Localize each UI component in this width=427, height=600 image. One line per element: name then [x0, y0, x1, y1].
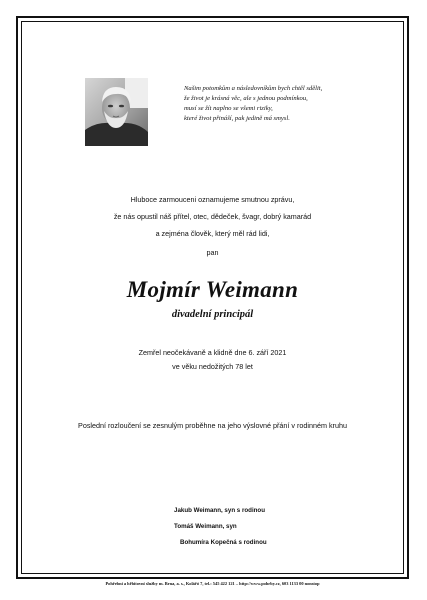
- salutation: pan: [206, 248, 219, 257]
- intro-line: a zejména člověk, který měl rád lidi,: [155, 229, 270, 238]
- quote-line: musí se žít naplno se všemi riziky,: [184, 105, 273, 112]
- mourner: Jakub Weimann, syn s rodinou: [174, 507, 265, 514]
- portrait-photo: [85, 78, 148, 146]
- quote-line: které život přináší, pak jedině má smysl.: [184, 115, 290, 122]
- quote-text: [184, 84, 394, 124]
- death-line: Zemřel neočekávaně a klidně dne 6. září 2021: [138, 348, 287, 357]
- death-line: ve věku nedožitých 78 let: [172, 362, 253, 371]
- announcement-intro: [21, 191, 404, 242]
- mourners-list: [168, 503, 267, 551]
- deceased-name: Mojmír Weimann: [126, 277, 299, 302]
- quote-line: Našim potomkům a následovníkům bych chtěl sdělit,: [184, 85, 323, 92]
- mourner: Tomáš Weimann, syn: [174, 523, 237, 530]
- death-notice: [21, 346, 404, 374]
- farewell-note: Poslední rozloučení se zesnulým proběhne na jeho výslovné přání v rodinném kruhu: [78, 421, 347, 430]
- mourner: Bohumíra Kopečná s rodinou: [180, 539, 267, 546]
- deceased-role: divadelní principál: [171, 309, 254, 320]
- funeral-service-footer: Pohřební a hřbitovní služby m. Brna, a. s., Kolářó 7, tel.: 545 422 121 – http://www.pohrby.cz, 603 1133 00 nonstop: [105, 581, 320, 586]
- intro-line: Hluboce zarmouceni oznamujeme smutnou zprávu,: [130, 195, 295, 204]
- quote-line: že život je krásná věc, ale s jednou podmínkou,: [184, 95, 308, 102]
- intro-line: že nás opustil náš přítel, otec, dědeček, švagr, dobrý kamarád: [113, 212, 312, 221]
